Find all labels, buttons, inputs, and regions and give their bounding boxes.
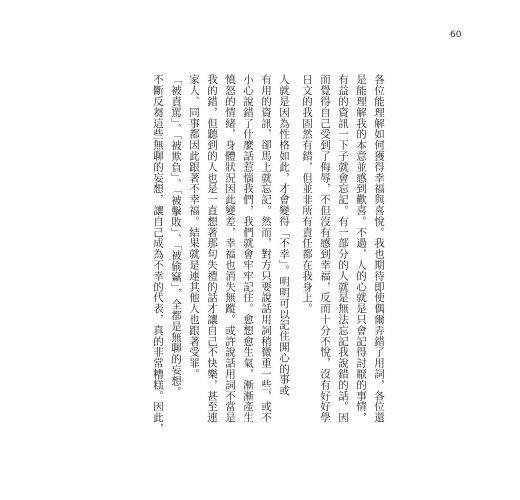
text-column: 人就是因為性格如此，才會變得「不幸」。明明可以記住開心的事或 <box>278 74 290 396</box>
text-column: 家人、同事都因此跟著不幸福。結果就是連其他人也跟著受罪。 <box>188 74 200 380</box>
text-column: 「被責罵」、「被欺負」、「被擊敗」、「被偷竊」，全都是無聊的妄想。 <box>170 74 182 397</box>
text-column: 不斷反芻這些無聊的妄想，讓自己成為不幸的代表，真的非常糟糕。因此， <box>152 74 164 434</box>
page-number: 60 <box>450 30 462 40</box>
text-column: 憤怒的情緒，身體狀況因此變差，幸福也消失無蹤。或許說話用詞不當是 <box>224 74 236 423</box>
text-column: 是能理解我的本意並感到歡喜。不過，人的心就是只會記得討厭的事情， <box>355 74 367 423</box>
text-column: 小心說錯了什麼話惹惱我們，我們就會牢牢記住。愈想愈生氣，漸漸產生 <box>242 74 254 423</box>
text-column: 有益的資訊一下子就會忘記。有一部分的人就是無法忘記我說錯的話。因 <box>337 74 349 423</box>
text-column: 我的錯，但聽到的人也是一直想著那句失禮的話才讓自己不快樂，甚至連 <box>206 74 218 423</box>
text-column: 各位能理解如何獲得幸福與喜悅。我也期待即使偶爾弄錯了用詞，各位還 <box>373 74 385 423</box>
text-column: 有用的資訊，卻馬上就忘記。然而，對方只要說話用詞稍微重一些，或不 <box>260 74 272 423</box>
text-column: 而覺得自己受到了侮辱，不但沒有感到幸福，反而十分不悅，沒有好好學 <box>319 74 331 423</box>
vertical-text-body <box>151 74 385 452</box>
text-column: 日文的我固然有錯，但並非所有責任都在我身上。 <box>301 74 313 314</box>
